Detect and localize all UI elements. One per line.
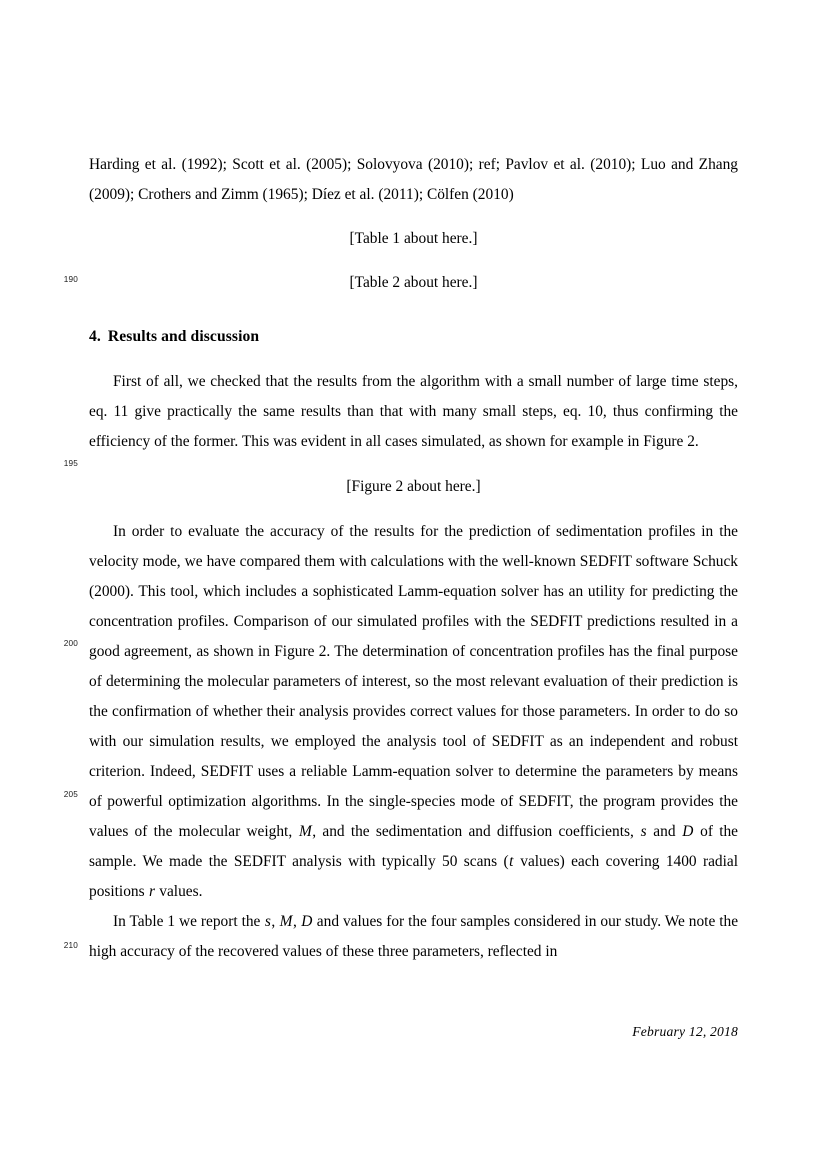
line-number-195: 195 [63, 459, 78, 468]
section-title: Results and discussion [107, 328, 260, 345]
paragraph-first-of-all: First of all, we checked that the results from the algorithm with a small number of large time steps, eq. 11 give practically the same results than that with many small steps, eq. 10, thus confirming the efficiency of the former. This was evident in all cases simulated, as shown for example in Figure 2. [89, 373, 738, 450]
math-variable-M: M [279, 913, 293, 930]
spacer [89, 502, 738, 517]
paragraph-text-segment: In Table 1 we report the [113, 913, 265, 930]
math-variable-r: r [148, 883, 155, 900]
math-variable-s: s [640, 823, 647, 840]
math-variable-D: D [301, 913, 313, 930]
line-number-200: 200 [63, 639, 78, 648]
spacer [89, 254, 738, 268]
section-heading-results-and-discussion [89, 322, 738, 352]
footer-date: February 12, 2018 [632, 1024, 738, 1039]
line-number-205: 205 [63, 790, 78, 799]
math-variable-M: M [298, 823, 312, 840]
body-text-column [89, 150, 738, 967]
paragraph-text-segment: , [271, 913, 280, 930]
citations-paragraph: Harding et al. (1992); Scott et al. (2005); Solovyova (2010); ref; Pavlov et al. (2010); Luo and Zhang (2009); Crothers and Zimm (1965); Díez et al. (2011); Cölfen (2010) [89, 156, 738, 203]
line-number-190: 190 [63, 275, 78, 284]
paragraph-text-segment: and values for the four samples considered in our study. We note the high accuracy of the recovered values of these three parameters, reflected in [89, 913, 739, 960]
paragraph-text-segment: values) each covering 1400 radial positions [89, 853, 739, 900]
paragraph-text-segment: and [647, 823, 682, 840]
spacer [89, 352, 738, 367]
figure-2-placeholder: [Figure 2 about here.] [346, 478, 481, 495]
math-variable-D: D [682, 823, 694, 840]
table-2-placeholder: [Table 2 about here.] [349, 274, 478, 291]
paragraph-text-segment: of the sample. We made the SEDFIT analysis with typically 50 scans ( [89, 823, 739, 870]
paragraph-table-1-results [89, 907, 738, 967]
math-variable-s: s [264, 913, 271, 930]
spacer [89, 457, 738, 472]
paragraph-text-segment: , [292, 913, 301, 930]
paragraph-text-segment: In order to evaluate the accuracy of the results for the prediction of sedimentation profiles in the velocity mode, we have compared them with calculations with the well-known SEDFIT software Schuck (2000). This tool, which includes a sophisticated Lamm-equation solver has an utility for predicting the concentration profiles. Comparison of our simulated profiles with the SEDFIT predictions resulted in a good agreement, as shown in Figure 2. The determination of concentration profiles has the final purpose of determining the molecular parameters of interest, so the most relevant evaluation of their prediction is the confirmation of whether their analysis provides correct values for those parameters. In order to do so with our simulation results, we employed the analysis tool of SEDFIT as an independent and robust criterion. Indeed, SEDFIT uses a reliable Lamm-equation solver to determine the parameters by means of powerful optimization algorithms. In the single-species mode of SEDFIT, the program provides the values of the molecular weight, [89, 523, 738, 840]
spacer [89, 210, 738, 224]
paragraph-text-segment: values. [155, 883, 203, 900]
section-number: 4. [89, 328, 101, 345]
paragraph-text-segment: , and the sedimentation and diffusion coefficients, [312, 823, 641, 840]
spacer [89, 298, 738, 322]
math-variable-t: t [509, 853, 514, 870]
line-number-210: 210 [63, 941, 78, 950]
paragraph-sedfit-evaluation [89, 517, 738, 907]
table-1-placeholder: [Table 1 about here.] [349, 230, 478, 247]
